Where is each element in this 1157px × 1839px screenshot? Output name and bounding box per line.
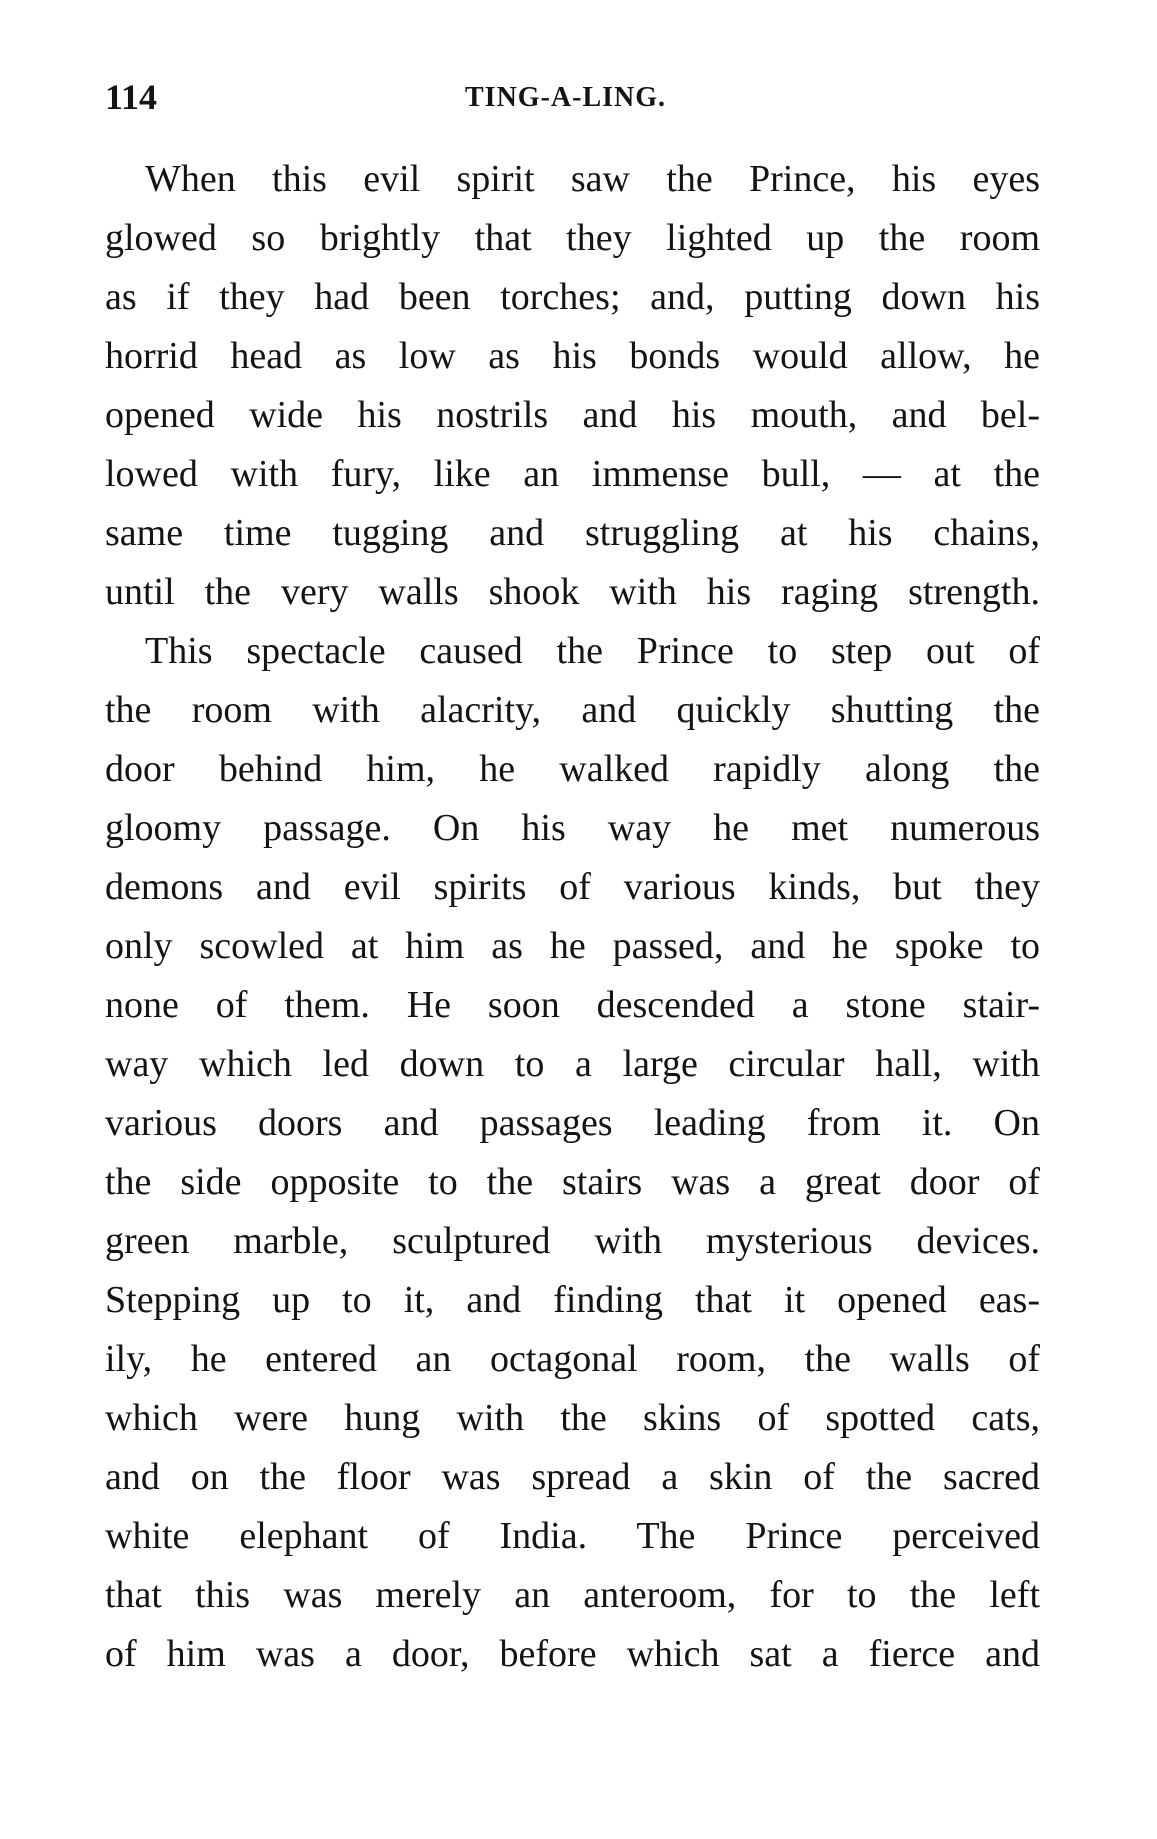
text-line: which were hung with the skins of spotted cats, [105, 1397, 1040, 1439]
text-line: same time tugging and struggling at his chains, [105, 512, 1040, 554]
text-line: gloomy passage. On his way he met numerous [105, 807, 1040, 849]
text-line: glowed so brightly that they lighted up the room [105, 217, 1040, 259]
text-line: none of them. He soon descended a stone stair- [105, 984, 1040, 1026]
text-line: When this evil spirit saw the Prince, his eyes [145, 158, 1040, 200]
text-line: horrid head as low as his bonds would allow, he [105, 335, 1040, 377]
text-line: Stepping up to it, and finding that it opened eas- [105, 1279, 1040, 1321]
text-line: This spectacle caused the Prince to step out of [145, 630, 1040, 672]
text-line: green marble, sculptured with mysterious devices. [105, 1220, 1040, 1262]
text-line: only scowled at him as he passed, and he spoke to [105, 925, 1040, 967]
text-line: ily, he entered an octagonal room, the walls of [105, 1338, 1040, 1380]
text-line: of him was a door, before which sat a fierce and [105, 1633, 1040, 1675]
running-title: TING-A-LING. [465, 82, 667, 113]
running-head [105, 72, 1040, 122]
text-line: until the very walls shook with his raging strength. [105, 571, 1040, 613]
text-line: lowed with fury, like an immense bull, — at the [105, 453, 1040, 495]
text-line: demons and evil spirits of various kinds, but they [105, 866, 1040, 908]
body-text [105, 150, 1040, 1684]
text-line: as if they had been torches; and, putting down his [105, 276, 1040, 318]
text-line: door behind him, he walked rapidly along the [105, 748, 1040, 790]
text-line: way which led down to a large circular hall, with [105, 1043, 1040, 1085]
text-line: and on the floor was spread a skin of the sacred [105, 1456, 1040, 1498]
page-number: 114 [105, 77, 158, 117]
text-line: white elephant of India. The Prince perceived [105, 1515, 1040, 1557]
text-line: various doors and passages leading from it. On [105, 1102, 1040, 1144]
text-line: that this was merely an anteroom, for to the left [105, 1574, 1040, 1616]
text-line: the side opposite to the stairs was a great door of [105, 1161, 1040, 1203]
text-line: opened wide his nostrils and his mouth, and bel- [105, 394, 1040, 436]
text-line: the room with alacrity, and quickly shutting the [105, 689, 1040, 731]
